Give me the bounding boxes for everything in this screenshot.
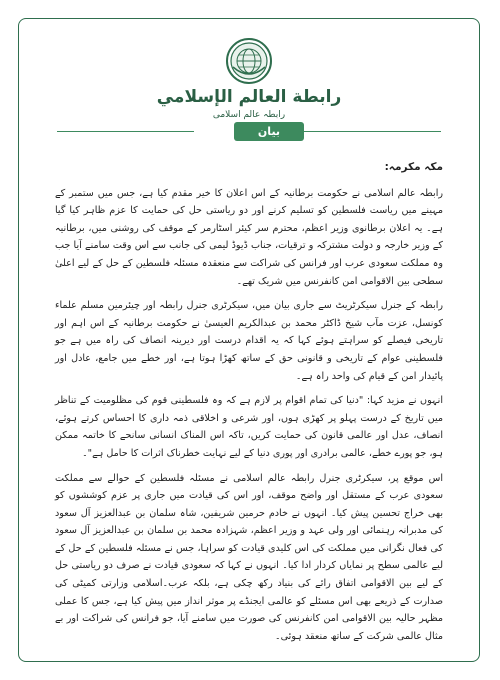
org-name-urdu: رابطہ عالم اسلامی [212,110,286,120]
globe-emblem-icon [225,37,273,85]
dateline: مکہ مکرمہ: [384,161,443,173]
paragraph-3: انہوں نے مزید کہا: "دنیا کی تمام اقوام پر لازم ہے کہ وہ فلسطینی قوم کی مظلومیت کے تناظر میں تاریخ کے درست پہلو پر کھڑی ہوں، اور شرعی و اخلاقی ذمہ داری کا احساس کرتے ہوئے، انصاف، عدل اور عالمی قانون کی حمایت کریں، تاکہ اس المناک انسانی سانحے کا خاتمہ ممکن ہو، جو پورے خطے، عالمی برادری اور پوری دنیا کے لیے نہایت خطرناک اثرات کا حامل ہے"۔ [55,395,443,459]
paragraph-4: اس موقع پر، سیکرٹری جنرل رابطہ عالم اسلامی نے مسئلہ فلسطین کے حوالے سے مملکت سعودی عرب کے مستقل اور واضح موقف، اور اس کی قیادت میں جاری پر عزم کوششوں کو بھی خراج تحسین پیش کیا۔ انہوں نے خادم حرمین شریفین، شاہ سلمان بن عبدالعزیز آل سعود کی مدبرانہ رہنمائی اور ولی عہد و وزیر اعظم، شہزادہ محمد بن سلمان بن عبدالعزیز آل سعود کی فعال نگرانی میں مملکت کی اس کلیدی قیادت کو سراہا، جس نے مسئلہ فلسطین کے حل کے لیے عالمی سطح پر نمایاں کردار ادا کیا۔ انہوں نے کہا کہ سعودی قیادت نے صرف دو ریاستی حل کے لیے بین الاقوامی اتفاق رائے کی بنیاد رکھ چکی ہے، بلکہ عرب۔اسلامی وزارتی کمیٹی کی صدارت کے ذریعے بھی اس مسئلے کو عالمی ایجنڈے پر موثر انداز میں پیش کیا ہے، جس کا عملی مظہر حالیہ بین الاقوامی امن کانفرنس کی صورت میں سامنے آیا، جو فرانس کی شراکت اور بے مثال عالمی شرکت کے ساتھ منعقد ہوئی۔ [55,472,443,642]
section-title: بیان [234,122,304,141]
org-name-arabic: رابطة العالم الإسلامي [156,87,342,107]
paragraph-2: رابطہ کے جنرل سیکرٹریٹ سے جاری بیان میں، سیکرٹری جنرل رابطہ اور چیئرمین مسلم علماء کونسل، عزت مآب شیخ ڈاکٹر محمد بن عبدالکریم العیسیٰ نے حکومت برطانیہ کے اس اہم اور تاریخی فیصلے کو سراہتے ہوئے کہا کہ یہ اقدام درست اور دیرینہ انصاف کی راہ میں ہے جو فلسطینی عوام کے تاریخی و قانونی حق کے ساتھ کھڑا ہوتا ہے، اور خطے میں جامع، عادل اور پائیدار امن کے قیام کی واحد راہ ہے۔ [55,300,443,382]
header-divider-right [304,131,441,132]
statement-frame [18,18,480,662]
logo [19,37,479,85]
statement-body [55,159,443,645]
header-divider-left [57,131,194,132]
paragraph-1: رابطہ عالم اسلامی نے حکومت برطانیہ کے اس اعلان کا خیر مقدم کیا ہے، جس میں ستمبر کے مہینے میں ریاست فلسطین کو تسلیم کرنے اور دو ریاستی حل کی حمایت کا عزم ظاہر کیا گیا ہے۔ یہ اعلان برطانوی وزیر اعظم، محترم سر کیئر اسٹارمر کے موقف کی روشنی میں، برطانیہ کے وزیر خارجہ و دولت مشترکہ و ترقیات، جناب ڈیوڈ لیمی کی جانب سے اس وقت سامنے آیا جب وہ مملکت سعودی عرب اور فرانس کی شراکت سے منعقدہ مسئلہ فلسطین کے حل کے لیے اعلیٰ سطحی بین الاقوامی امن کانفرنس میں شریک تھے۔ [55,187,443,287]
